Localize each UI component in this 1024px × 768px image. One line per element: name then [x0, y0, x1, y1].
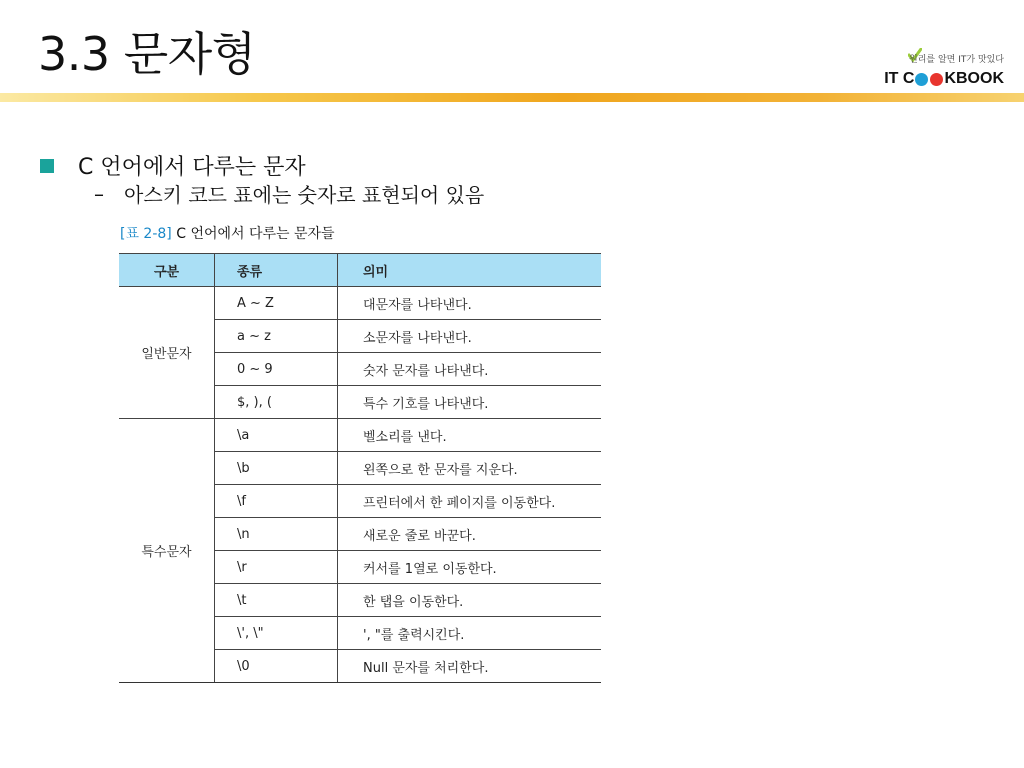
table-header-row — [119, 254, 601, 287]
sub-bullet-text: 아스키 코드 표에는 숫자로 표현되어 있음 — [124, 183, 485, 207]
cell-meaning: Null 문자를 처리한다. — [338, 650, 602, 683]
cell-kind: \f — [215, 485, 338, 518]
cell-meaning: 새로운 줄로 바꾼다. — [338, 518, 602, 551]
cell-kind: a ~ z — [215, 320, 338, 353]
header-meaning: 의미 — [338, 254, 602, 287]
logo-brand — [884, 68, 1004, 90]
bullet-text: C 언어에서 다루는 문자 — [78, 155, 306, 180]
table-caption-text: C 언어에서 다루는 문자들 — [176, 226, 335, 242]
cell-kind: \r — [215, 551, 338, 584]
slide-title: 3.3 문자형 — [38, 27, 256, 81]
bullet-item — [40, 150, 306, 181]
cell-meaning: 대문자를 나타낸다. — [338, 287, 602, 320]
cell-meaning: 숫자 문자를 나타낸다. — [338, 353, 602, 386]
cell-meaning: 한 탭을 이동한다. — [338, 584, 602, 617]
cell-kind: \a — [215, 419, 338, 452]
group-special-chars: 특수문자 — [119, 419, 215, 683]
character-table — [119, 253, 601, 683]
logo-dot-blue-icon — [915, 73, 928, 86]
cell-meaning: 프린터에서 한 페이지를 이동한다. — [338, 485, 602, 518]
it-cookbook-logo — [864, 52, 1004, 92]
cell-kind: \', \" — [215, 617, 338, 650]
cell-kind: 0 ~ 9 — [215, 353, 338, 386]
group-normal-chars: 일반문자 — [119, 287, 215, 419]
title-divider-bar — [0, 93, 1024, 102]
sub-bullet-item — [94, 179, 484, 208]
cell-meaning: 벨소리를 낸다. — [338, 419, 602, 452]
cell-kind: \0 — [215, 650, 338, 683]
cell-meaning: 왼쪽으로 한 문자를 지운다. — [338, 452, 602, 485]
cell-kind: \t — [215, 584, 338, 617]
table-row — [119, 419, 601, 452]
cell-meaning: 소문자를 나타낸다. — [338, 320, 602, 353]
cell-meaning: 커서를 1열로 이동한다. — [338, 551, 602, 584]
dash-bullet: – — [94, 181, 104, 206]
cell-meaning: ', "를 출력시킨다. — [338, 617, 602, 650]
logo-tagline: 원리를 알면 IT가 맛있다 — [909, 55, 1004, 65]
cell-kind: $, ), ( — [215, 386, 338, 419]
logo-brand-suffix: KBOOK — [944, 70, 1004, 87]
logo-brand-prefix: IT C — [884, 70, 915, 87]
table-caption — [120, 223, 335, 243]
table-row — [119, 287, 601, 320]
cell-kind: A ~ Z — [215, 287, 338, 320]
table-caption-tag: [표 2-8] — [120, 226, 172, 242]
cell-kind: \b — [215, 452, 338, 485]
header-kind: 종류 — [215, 254, 338, 287]
cell-kind: \n — [215, 518, 338, 551]
logo-dot-red-icon — [930, 73, 943, 86]
cell-meaning: 특수 기호를 나타낸다. — [338, 386, 602, 419]
square-bullet-icon — [40, 159, 54, 173]
header-category: 구분 — [119, 254, 215, 287]
